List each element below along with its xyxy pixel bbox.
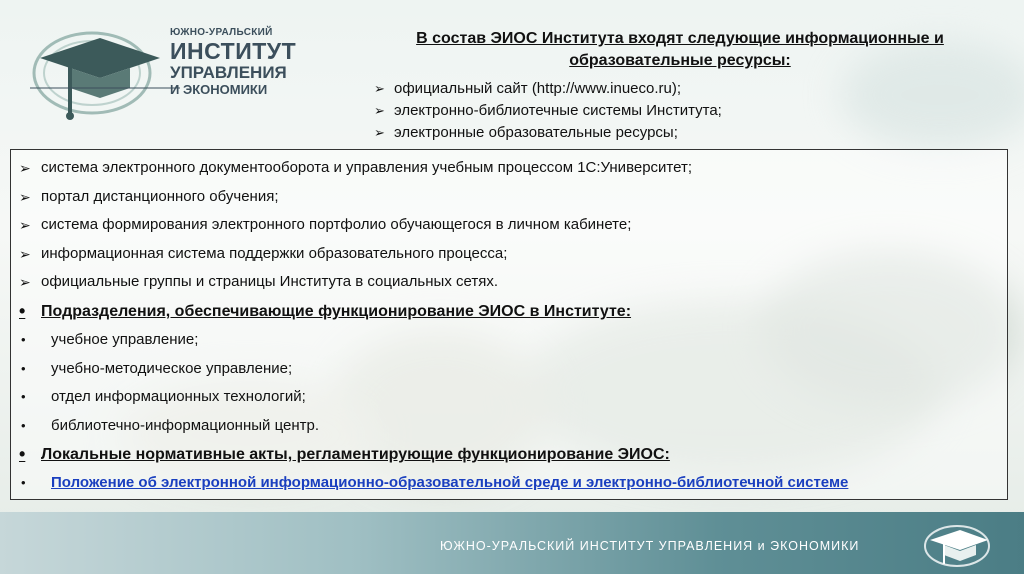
logo-line: И ЭКОНОМИКИ bbox=[170, 82, 268, 97]
section-heading-text: Локальные нормативные акты, регламентирующие функционирование ЭИОС: bbox=[41, 446, 670, 464]
list-item-text: официальный сайт (http://www.inueco.ru); bbox=[394, 80, 682, 97]
list-item bbox=[374, 100, 1000, 122]
arrow-bullet-icon: ➢ bbox=[19, 160, 31, 176]
list-item bbox=[19, 469, 1007, 498]
dot-bullet-icon: • bbox=[21, 417, 26, 433]
section-heading-acts bbox=[19, 440, 1007, 469]
arrow-bullet-icon: ➢ bbox=[374, 103, 385, 118]
dot-bullet-icon: • bbox=[19, 300, 26, 321]
list-item-text: библиотечно-информационный центр. bbox=[51, 416, 319, 434]
section-heading-text: Подразделения, обеспечивающие функционирование ЭИОС в Институте: bbox=[41, 302, 632, 320]
dot-bullet-icon: • bbox=[21, 360, 26, 376]
logo-line: УПРАВЛЕНИЯ bbox=[170, 63, 287, 82]
list-item bbox=[19, 211, 1007, 240]
list-item bbox=[19, 383, 1007, 412]
list-item-text: учебное управление; bbox=[51, 330, 199, 348]
list-item-text: портал дистанционного обучения; bbox=[41, 187, 279, 205]
logo-line: ИНСТИТУТ bbox=[170, 38, 297, 64]
list-item-text: система формирования электронного портфолио обучающегося в личном кабинете; bbox=[41, 216, 632, 234]
footer-text: ЮЖНО-УРАЛЬСКИЙ ИНСТИТУТ УПРАВЛЕНИЯ и ЭКОНОМИКИ bbox=[440, 539, 860, 553]
list-item-text: отдел информационных технологий; bbox=[51, 388, 306, 406]
list-item-text: официальные группы и страницы Института в социальных сетях. bbox=[41, 273, 498, 291]
list-item bbox=[19, 326, 1007, 355]
list-item bbox=[374, 122, 1000, 144]
list-item bbox=[374, 78, 1000, 100]
list-item bbox=[19, 154, 1007, 183]
list-item-text: электронные образовательные ресурсы; bbox=[394, 124, 678, 141]
list-item bbox=[19, 355, 1007, 384]
arrow-bullet-icon: ➢ bbox=[19, 217, 31, 234]
list-item-text: информационная система поддержки образовательного процесса; bbox=[41, 244, 508, 262]
list-item bbox=[19, 268, 1007, 297]
list-item bbox=[19, 240, 1007, 269]
graduation-cap-icon bbox=[922, 520, 992, 570]
header-block bbox=[360, 28, 1000, 144]
arrow-bullet-icon: ➢ bbox=[19, 274, 31, 291]
regulation-document-link[interactable]: Положение об электронной информационно-образовательной среде и электронно-библиотечной системе bbox=[51, 474, 849, 492]
dot-bullet-icon: • bbox=[21, 389, 26, 405]
header-resource-list bbox=[360, 78, 1000, 144]
list-item-text: система электронного документооборота и управления учебным процессом 1С:Университет; bbox=[41, 159, 693, 176]
list-item-text: учебно-методическое управление; bbox=[51, 359, 293, 377]
graduation-cap-icon bbox=[30, 18, 180, 128]
list-item bbox=[19, 183, 1007, 212]
list-item-text: электронно-библиотечные системы Института; bbox=[394, 102, 722, 119]
dot-bullet-icon: • bbox=[21, 331, 26, 347]
content-list bbox=[11, 150, 1007, 498]
footer-bar bbox=[0, 512, 1024, 574]
dot-bullet-icon: • bbox=[19, 444, 26, 465]
content-box bbox=[10, 149, 1008, 500]
dot-bullet-icon: • bbox=[21, 475, 26, 491]
page-title: В состав ЭИОС Института входят следующие информационные и образовательные ресурсы: bbox=[416, 30, 944, 69]
institute-logo bbox=[30, 18, 300, 128]
section-heading-departments bbox=[19, 297, 1007, 326]
arrow-bullet-icon: ➢ bbox=[19, 245, 31, 262]
arrow-bullet-icon: ➢ bbox=[374, 81, 385, 96]
list-item bbox=[19, 412, 1007, 441]
logo-line: ЮЖНО-УРАЛЬСКИЙ bbox=[170, 27, 273, 38]
arrow-bullet-icon: ➢ bbox=[374, 125, 385, 140]
arrow-bullet-icon: ➢ bbox=[19, 188, 31, 205]
